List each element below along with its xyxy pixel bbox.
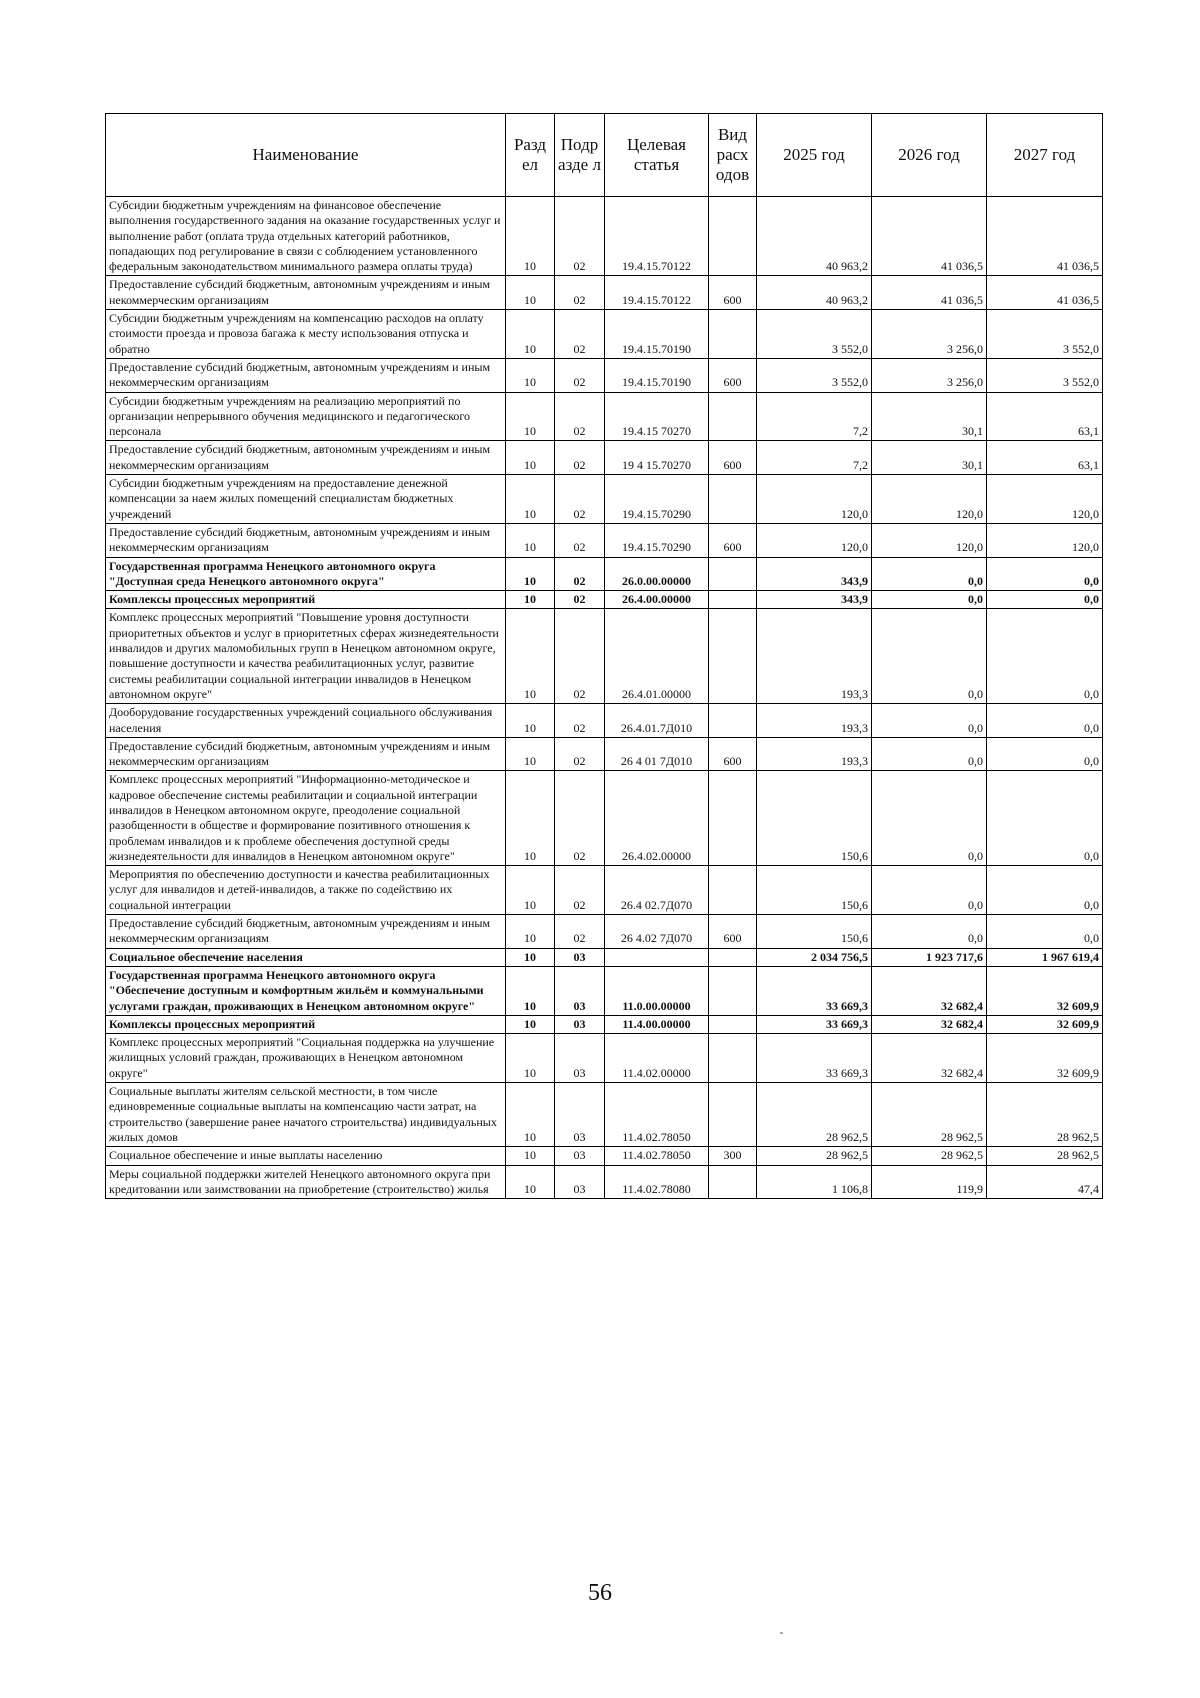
- cell-year-2027: 3 552,0: [987, 310, 1103, 359]
- cell-year-2026: 3 256,0: [872, 358, 987, 392]
- cell-name: Социальное обеспечение населения: [106, 948, 506, 966]
- cell-name: Дооборудование государственных учреждений социального обслуживания населения: [106, 704, 506, 738]
- cell-year-2025: 7,2: [757, 441, 872, 475]
- cell-target-article: 19.4.15.70122: [605, 276, 709, 310]
- cell-year-2025: 3 552,0: [757, 358, 872, 392]
- cell-subsection: 02: [555, 591, 605, 609]
- cell-year-2027: 63,1: [987, 441, 1103, 475]
- cell-section: 10: [506, 915, 555, 949]
- cell-target-article: 26 4.02 7Д070: [605, 915, 709, 949]
- cell-name: Предоставление субсидий бюджетным, автономным учреждениям и иным некоммерческим организациям: [106, 276, 506, 310]
- cell-name: Комплекс процессных мероприятий "Социальная поддержка на улучшение жилищных условий граждан, проживающих в Ненецком автономном округе": [106, 1034, 506, 1083]
- cell-target-article: 11.4.02.78050: [605, 1083, 709, 1147]
- cell-year-2027: 63,1: [987, 392, 1103, 441]
- cell-year-2027: 0,0: [987, 704, 1103, 738]
- cell-year-2025: 33 669,3: [757, 966, 872, 1015]
- cell-year-2027: 0,0: [987, 609, 1103, 704]
- cell-subsection: 03: [555, 1083, 605, 1147]
- cell-year-2027: 3 552,0: [987, 358, 1103, 392]
- table-row: [106, 866, 1103, 915]
- cell-target-article: 26.4.01.00000: [605, 609, 709, 704]
- cell-subsection: 03: [555, 948, 605, 966]
- cell-subsection: 02: [555, 557, 605, 591]
- table-row: [106, 737, 1103, 771]
- cell-name: Предоставление субсидий бюджетным, автономным учреждениям и иным некоммерческим организациям: [106, 915, 506, 949]
- cell-expense-type: 600: [709, 523, 757, 557]
- cell-expense-type: 600: [709, 358, 757, 392]
- cell-year-2025: 120,0: [757, 475, 872, 524]
- cell-year-2025: 40 963,2: [757, 197, 872, 276]
- cell-year-2026: 32 682,4: [872, 1015, 987, 1033]
- cell-name: Субсидии бюджетным учреждениям на предоставление денежной компенсации за наем жилых помещений специалистам бюджетных учреждений: [106, 475, 506, 524]
- cell-expense-type: [709, 1083, 757, 1147]
- cell-year-2026: 119,9: [872, 1165, 987, 1199]
- scan-speck: [780, 1632, 783, 1634]
- cell-year-2025: 40 963,2: [757, 276, 872, 310]
- cell-year-2026: 0,0: [872, 737, 987, 771]
- cell-name: Мероприятия по обеспечению доступности и качества реабилитационных услуг для инвалидов и детей-инвалидов, а также по содействию их социальной интеграции: [106, 866, 506, 915]
- table-row: [106, 591, 1103, 609]
- cell-year-2026: 0,0: [872, 609, 987, 704]
- cell-name: Предоставление субсидий бюджетным, автономным учреждениям и иным некоммерческим организациям: [106, 441, 506, 475]
- cell-year-2027: 0,0: [987, 915, 1103, 949]
- cell-section: 10: [506, 310, 555, 359]
- cell-target-article: 19.4.15.70290: [605, 475, 709, 524]
- cell-year-2026: 32 682,4: [872, 1034, 987, 1083]
- table-row: [106, 392, 1103, 441]
- table-body: [106, 197, 1103, 1199]
- table-row: [106, 441, 1103, 475]
- page-number: 56: [588, 1580, 612, 1606]
- cell-section: 10: [506, 392, 555, 441]
- cell-subsection: 02: [555, 310, 605, 359]
- cell-year-2026: 30,1: [872, 392, 987, 441]
- cell-target-article: 11.4.02.78080: [605, 1165, 709, 1199]
- cell-section: 10: [506, 1015, 555, 1033]
- header-year-2026: 2026 год: [872, 114, 987, 197]
- cell-expense-type: 600: [709, 915, 757, 949]
- cell-section: 10: [506, 866, 555, 915]
- cell-year-2027: 0,0: [987, 591, 1103, 609]
- cell-subsection: 02: [555, 276, 605, 310]
- cell-subsection: 02: [555, 441, 605, 475]
- cell-target-article: 11.4.00.00000: [605, 1015, 709, 1033]
- cell-year-2025: 193,3: [757, 609, 872, 704]
- cell-name: Субсидии бюджетным учреждениям на реализацию мероприятий по организации непрерывного обучения медицинского и педагогического персонала: [106, 392, 506, 441]
- cell-target-article: 26.4 02.7Д070: [605, 866, 709, 915]
- cell-section: 10: [506, 441, 555, 475]
- cell-name: Комплексы процессных мероприятий: [106, 1015, 506, 1033]
- cell-target-article: [605, 948, 709, 966]
- cell-subsection: 02: [555, 704, 605, 738]
- cell-year-2025: 33 669,3: [757, 1015, 872, 1033]
- cell-target-article: 19.4.15.70190: [605, 358, 709, 392]
- cell-year-2025: 193,3: [757, 704, 872, 738]
- cell-section: 10: [506, 1034, 555, 1083]
- cell-name: Государственная программа Ненецкого автономного округа "Обеспечение доступным и комфортным жильём и коммунальными услугами граждан, проживающих в Ненецком автономном округе": [106, 966, 506, 1015]
- cell-subsection: 02: [555, 523, 605, 557]
- cell-expense-type: [709, 591, 757, 609]
- cell-year-2027: 32 609,9: [987, 1034, 1103, 1083]
- table-row: [106, 966, 1103, 1015]
- cell-section: 10: [506, 523, 555, 557]
- cell-year-2027: 47,4: [987, 1165, 1103, 1199]
- cell-expense-type: [709, 609, 757, 704]
- cell-expense-type: [709, 1015, 757, 1033]
- cell-subsection: 02: [555, 358, 605, 392]
- table-row: [106, 557, 1103, 591]
- cell-target-article: 26.4.01.7Д010: [605, 704, 709, 738]
- table-row: [106, 771, 1103, 866]
- header-year-2025: 2025 год: [757, 114, 872, 197]
- cell-year-2026: 0,0: [872, 866, 987, 915]
- header-expense-type: Вид расх одов: [709, 114, 757, 197]
- cell-year-2026: 41 036,5: [872, 197, 987, 276]
- table-row: [106, 197, 1103, 276]
- cell-year-2025: 343,9: [757, 557, 872, 591]
- cell-year-2027: 32 609,9: [987, 1015, 1103, 1033]
- cell-year-2025: 150,6: [757, 915, 872, 949]
- table-row: [106, 1083, 1103, 1147]
- cell-year-2025: 120,0: [757, 523, 872, 557]
- cell-target-article: 19 4 15.70270: [605, 441, 709, 475]
- table-row: [106, 358, 1103, 392]
- cell-name: Комплекс процессных мероприятий "Повышение уровня доступности приоритетных объектов и услуг в приоритетных сферах жизнедеятельности инвалидов и других маломобильных групп в Ненецком автономном округе, повышение доступности и качества реабилитационных услуг, развитие системы реабилитации социальной интеграции инвалидов в Ненецком автономном округе": [106, 609, 506, 704]
- cell-year-2025: 193,3: [757, 737, 872, 771]
- cell-section: 10: [506, 475, 555, 524]
- cell-year-2026: 0,0: [872, 704, 987, 738]
- cell-expense-type: 600: [709, 441, 757, 475]
- cell-year-2025: 150,6: [757, 771, 872, 866]
- cell-name: Социальные выплаты жителям сельской местности, в том числе единовременные социальные выплаты на компенсацию части затрат, на строительство (завершение ранее начатого строительства) индивидуальных жилых домов: [106, 1083, 506, 1147]
- cell-year-2027: 0,0: [987, 737, 1103, 771]
- cell-name: Предоставление субсидий бюджетным, автономным учреждениям и иным некоммерческим организациям: [106, 737, 506, 771]
- cell-section: 10: [506, 276, 555, 310]
- cell-year-2027: 0,0: [987, 557, 1103, 591]
- cell-expense-type: [709, 310, 757, 359]
- cell-year-2027: 28 962,5: [987, 1083, 1103, 1147]
- cell-section: 10: [506, 609, 555, 704]
- cell-section: 10: [506, 704, 555, 738]
- table-row: [106, 1034, 1103, 1083]
- cell-target-article: 19.4.15 70270: [605, 392, 709, 441]
- cell-section: 10: [506, 358, 555, 392]
- table-header-row: [106, 114, 1103, 197]
- cell-subsection: 03: [555, 1034, 605, 1083]
- table-row: [106, 310, 1103, 359]
- cell-name: Комплекс процессных мероприятий "Информационно-методическое и кадровое обеспечение системы реабилитации и социальной интеграции инвалидов в Ненецком автономном округе, преодоление социальной разобщенности в обществе и формирование позитивного отношения к проблемам инвалидов и к проблеме обеспечения доступной среды жизнедеятельности для инвалидов в Ненецком автономном округе": [106, 771, 506, 866]
- cell-year-2026: 120,0: [872, 475, 987, 524]
- cell-year-2025: 150,6: [757, 866, 872, 915]
- header-year-2027: 2027 год: [987, 114, 1103, 197]
- cell-year-2026: 0,0: [872, 771, 987, 866]
- cell-year-2026: 28 962,5: [872, 1147, 987, 1165]
- cell-expense-type: 300: [709, 1147, 757, 1165]
- header-name: Наименование: [106, 114, 506, 197]
- table-row: [106, 1165, 1103, 1199]
- cell-target-article: 11.4.02.78050: [605, 1147, 709, 1165]
- cell-section: 10: [506, 1147, 555, 1165]
- table-row: [106, 475, 1103, 524]
- cell-subsection: 03: [555, 1165, 605, 1199]
- cell-year-2025: 3 552,0: [757, 310, 872, 359]
- cell-subsection: 02: [555, 737, 605, 771]
- cell-year-2026: 0,0: [872, 557, 987, 591]
- table-row: [106, 609, 1103, 704]
- cell-name: Социальное обеспечение и иные выплаты населению: [106, 1147, 506, 1165]
- cell-year-2027: 0,0: [987, 771, 1103, 866]
- cell-year-2025: 2 034 756,5: [757, 948, 872, 966]
- cell-expense-type: [709, 557, 757, 591]
- cell-expense-type: [709, 1034, 757, 1083]
- cell-subsection: 02: [555, 197, 605, 276]
- cell-name: Субсидии бюджетным учреждениям на компенсацию расходов на оплату стоимости проезда и провоза багажа к месту использования отпуска и обратно: [106, 310, 506, 359]
- cell-subsection: 03: [555, 1015, 605, 1033]
- cell-year-2027: 1 967 619,4: [987, 948, 1103, 966]
- cell-name: Субсидии бюджетным учреждениям на финансовое обеспечение выполнения государственного задания на оказание государственных услуг и выполнение работ (оплата труда отдельных категорий работников, попадающих под регулирование в связи с соблюдением установленного федеральным законодательством минимального размера оплаты труда): [106, 197, 506, 276]
- cell-section: 10: [506, 737, 555, 771]
- budget-table: [105, 113, 1103, 1199]
- cell-year-2026: 28 962,5: [872, 1083, 987, 1147]
- cell-target-article: 26 4 01 7Д010: [605, 737, 709, 771]
- cell-subsection: 02: [555, 392, 605, 441]
- cell-expense-type: 600: [709, 737, 757, 771]
- table-row: [106, 915, 1103, 949]
- cell-subsection: 03: [555, 1147, 605, 1165]
- table-row: [106, 523, 1103, 557]
- cell-year-2026: 32 682,4: [872, 966, 987, 1015]
- table-row: [106, 1147, 1103, 1165]
- cell-target-article: 11.4.02.00000: [605, 1034, 709, 1083]
- cell-year-2026: 41 036,5: [872, 276, 987, 310]
- cell-target-article: 11.0.00.00000: [605, 966, 709, 1015]
- cell-section: 10: [506, 1165, 555, 1199]
- cell-year-2027: 120,0: [987, 523, 1103, 557]
- cell-expense-type: [709, 1165, 757, 1199]
- cell-subsection: 02: [555, 609, 605, 704]
- table-row: [106, 948, 1103, 966]
- cell-subsection: 03: [555, 966, 605, 1015]
- table-row: [106, 704, 1103, 738]
- cell-year-2025: 7,2: [757, 392, 872, 441]
- cell-year-2026: 30,1: [872, 441, 987, 475]
- cell-year-2026: 120,0: [872, 523, 987, 557]
- cell-name: Предоставление субсидий бюджетным, автономным учреждениям и иным некоммерческим организациям: [106, 358, 506, 392]
- cell-expense-type: [709, 392, 757, 441]
- cell-expense-type: 600: [709, 276, 757, 310]
- cell-year-2026: 0,0: [872, 915, 987, 949]
- cell-expense-type: [709, 475, 757, 524]
- cell-year-2026: 3 256,0: [872, 310, 987, 359]
- cell-section: 10: [506, 591, 555, 609]
- cell-target-article: 26.0.00.00000: [605, 557, 709, 591]
- cell-name: Меры социальной поддержки жителей Ненецкого автономного округа при кредитовании или заимствовании на приобретение (строительство) жилья: [106, 1165, 506, 1199]
- cell-expense-type: [709, 197, 757, 276]
- cell-name: Комплексы процессных мероприятий: [106, 591, 506, 609]
- cell-expense-type: [709, 948, 757, 966]
- cell-subsection: 02: [555, 866, 605, 915]
- cell-expense-type: [709, 771, 757, 866]
- cell-year-2025: 1 106,8: [757, 1165, 872, 1199]
- cell-year-2025: 343,9: [757, 591, 872, 609]
- cell-target-article: 19.4.15.70290: [605, 523, 709, 557]
- cell-year-2025: 28 962,5: [757, 1083, 872, 1147]
- cell-name: Предоставление субсидий бюджетным, автономным учреждениям и иным некоммерческим организациям: [106, 523, 506, 557]
- cell-section: 10: [506, 197, 555, 276]
- cell-subsection: 02: [555, 475, 605, 524]
- cell-year-2026: 0,0: [872, 591, 987, 609]
- cell-year-2026: 1 923 717,6: [872, 948, 987, 966]
- cell-subsection: 02: [555, 915, 605, 949]
- header-target-article: Целевая статья: [605, 114, 709, 197]
- cell-year-2027: 41 036,5: [987, 276, 1103, 310]
- cell-section: 10: [506, 771, 555, 866]
- cell-target-article: 19.4.15.70190: [605, 310, 709, 359]
- cell-subsection: 02: [555, 771, 605, 866]
- header-section: Разд ел: [506, 114, 555, 197]
- cell-year-2027: 0,0: [987, 866, 1103, 915]
- cell-year-2027: 41 036,5: [987, 197, 1103, 276]
- cell-section: 10: [506, 557, 555, 591]
- table-row: [106, 276, 1103, 310]
- cell-name: Государственная программа Ненецкого автономного округа "Доступная среда Ненецкого автономного округа": [106, 557, 506, 591]
- cell-target-article: 26.4.02.00000: [605, 771, 709, 866]
- header-subsection: Подр азде л: [555, 114, 605, 197]
- cell-section: 10: [506, 948, 555, 966]
- table-row: [106, 1015, 1103, 1033]
- cell-year-2027: 120,0: [987, 475, 1103, 524]
- cell-expense-type: [709, 866, 757, 915]
- cell-target-article: 26.4.00.00000: [605, 591, 709, 609]
- cell-expense-type: [709, 966, 757, 1015]
- cell-section: 10: [506, 966, 555, 1015]
- cell-expense-type: [709, 704, 757, 738]
- cell-year-2027: 28 962,5: [987, 1147, 1103, 1165]
- cell-year-2027: 32 609,9: [987, 966, 1103, 1015]
- cell-year-2025: 28 962,5: [757, 1147, 872, 1165]
- cell-section: 10: [506, 1083, 555, 1147]
- cell-year-2025: 33 669,3: [757, 1034, 872, 1083]
- cell-target-article: 19.4.15.70122: [605, 197, 709, 276]
